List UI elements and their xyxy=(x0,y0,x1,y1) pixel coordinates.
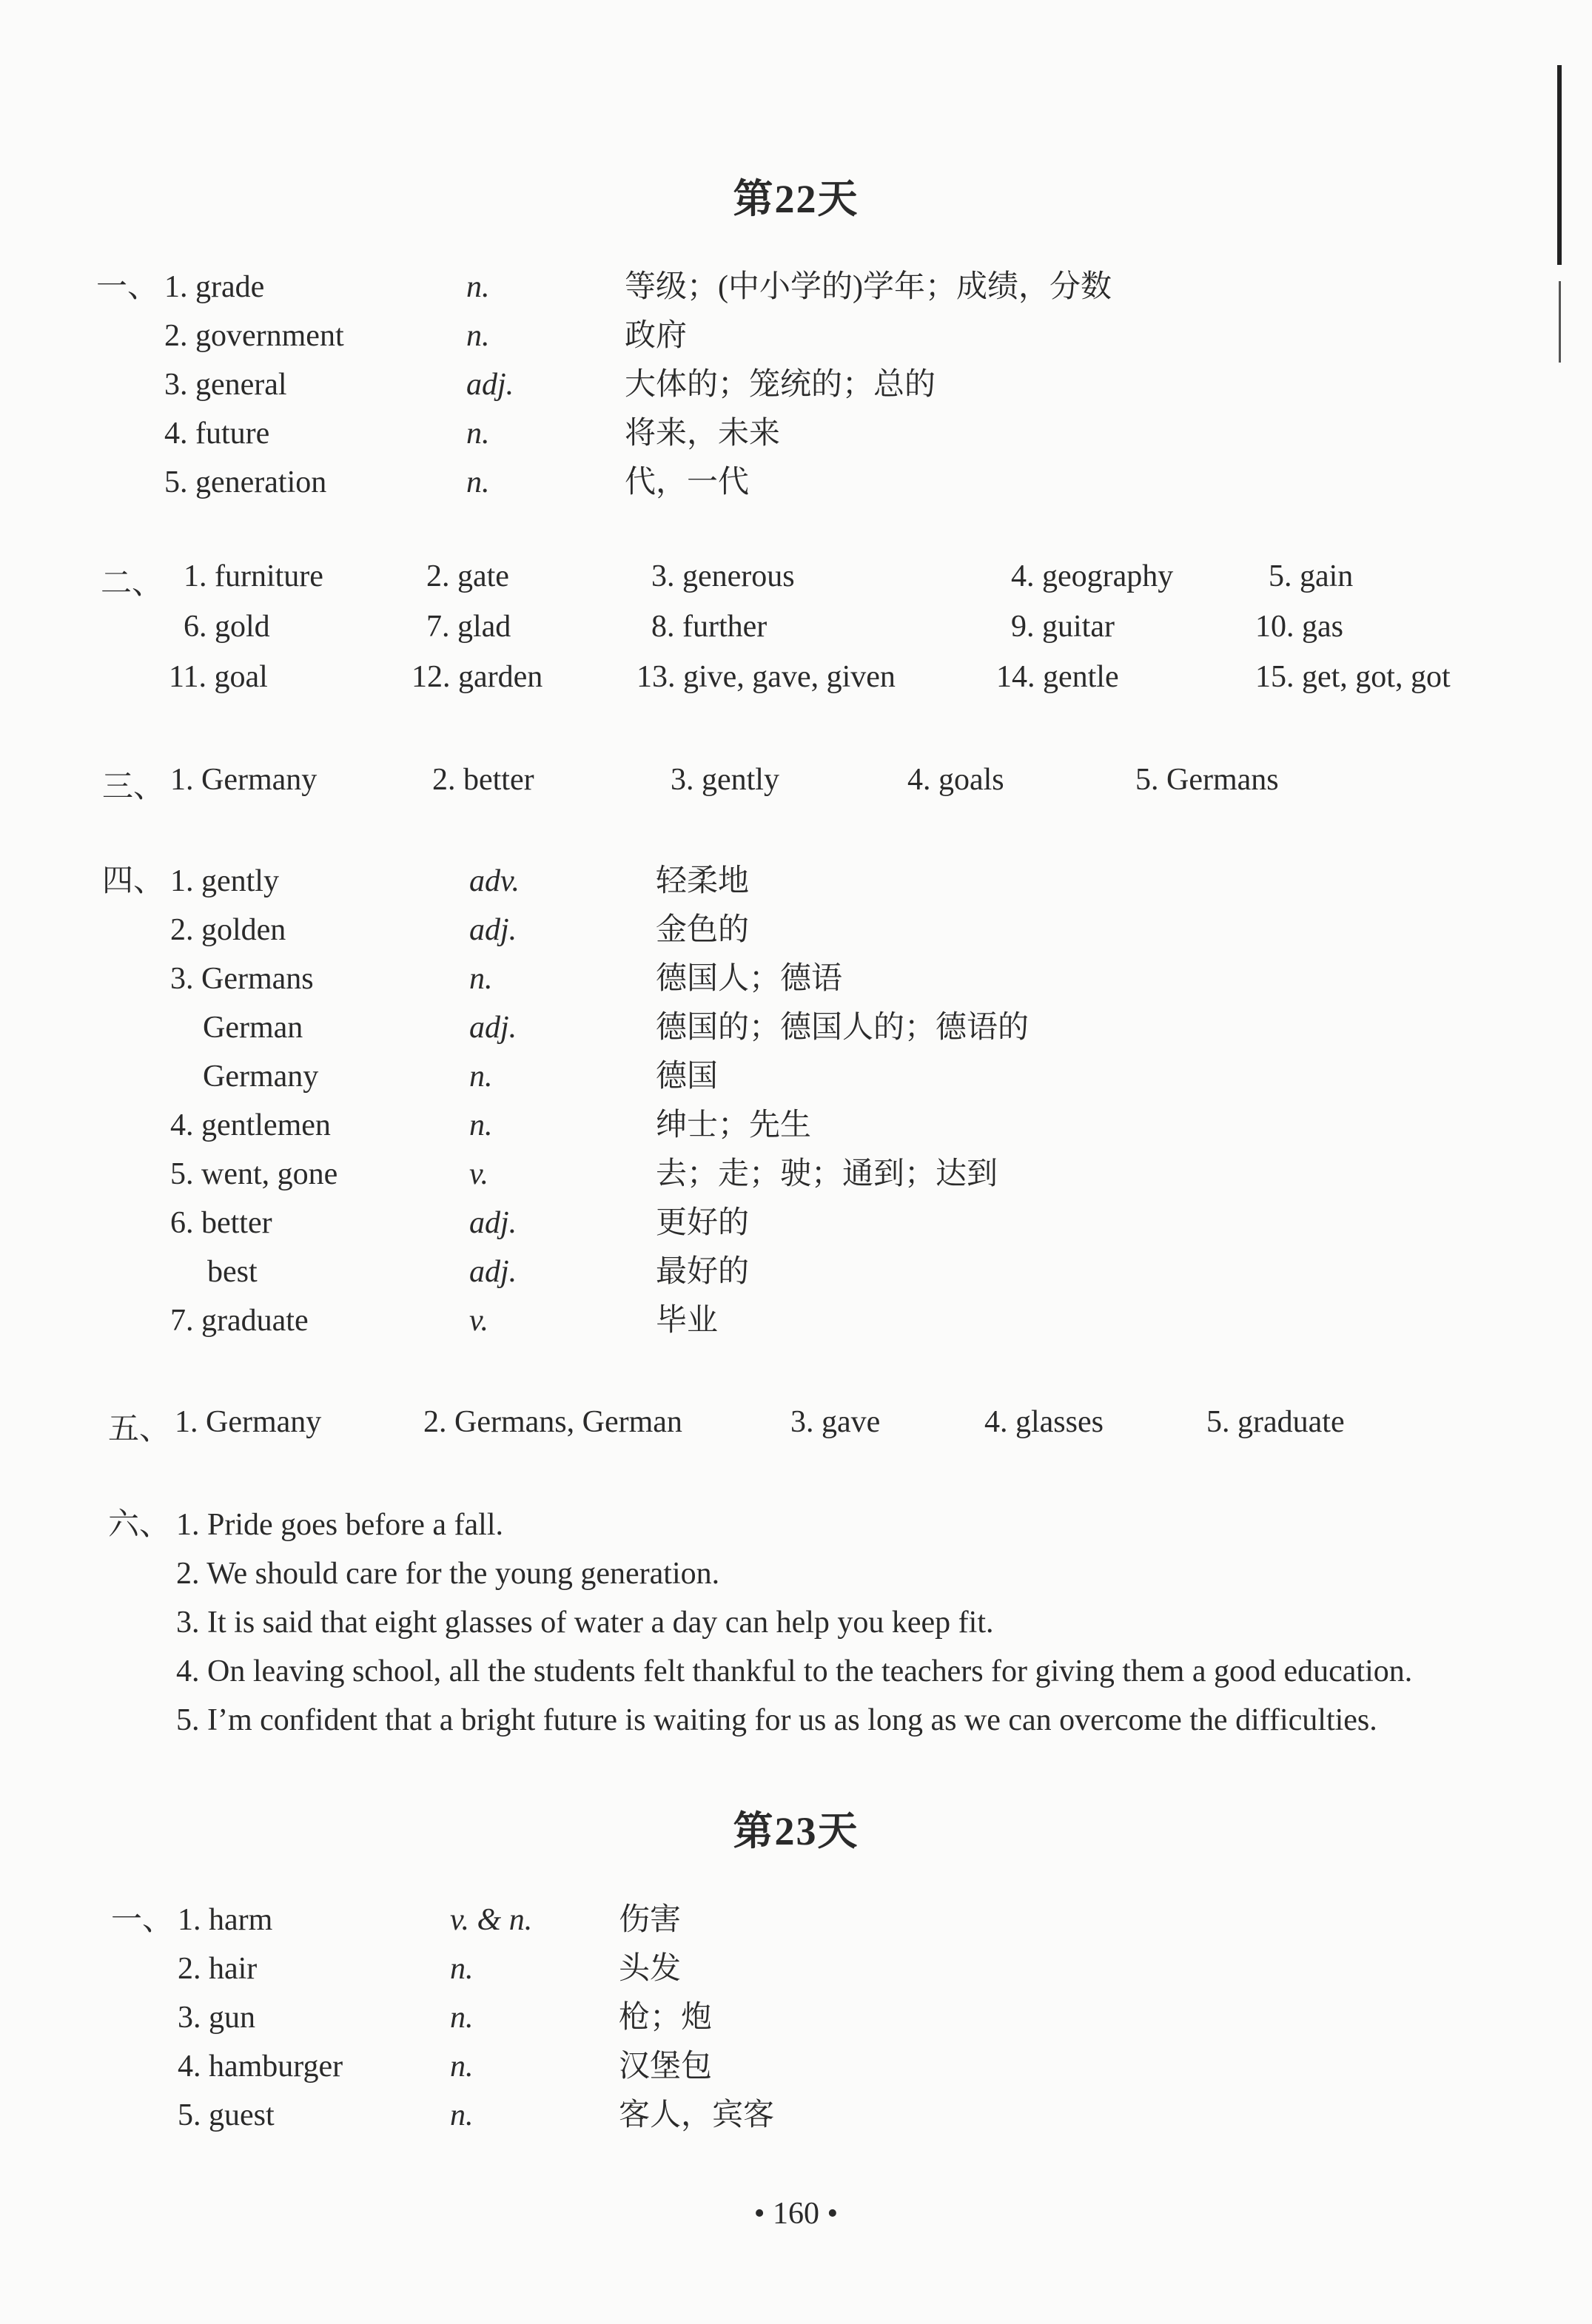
vocab-meaning: 德国的；德国人的；德语的 xyxy=(656,1011,1030,1045)
vocab-meaning: 德国 xyxy=(656,1060,719,1094)
vocab-pos: adj. xyxy=(469,1206,517,1240)
answer-item: 2. gate xyxy=(426,559,509,593)
vocab-word: 3. Germans xyxy=(170,962,314,996)
day23-section1 xyxy=(111,1896,1295,2140)
vocab-row xyxy=(111,2091,1295,2140)
answer-item: 14. gentle xyxy=(996,660,1119,694)
vocab-meaning: 枪；炮 xyxy=(619,2001,713,2035)
vocab-meaning: 政府 xyxy=(625,319,688,353)
sentence-row xyxy=(108,1501,1514,1549)
vocab-row xyxy=(102,1199,1286,1247)
vocab-meaning: 伤害 xyxy=(619,1903,682,1937)
vocab-word: 2. government xyxy=(164,319,344,353)
vocab-meaning: 金色的 xyxy=(656,913,750,947)
vocab-meaning: 将来，未来 xyxy=(625,417,781,451)
answer-item: 5. gain xyxy=(1269,559,1354,593)
vocab-meaning: 绅士；先生 xyxy=(656,1108,812,1142)
vocab-meaning: 毕业 xyxy=(656,1304,719,1338)
vocab-row xyxy=(96,458,1280,507)
vocab-row xyxy=(102,1052,1286,1101)
vocab-pos: n. xyxy=(466,465,490,499)
vocab-word: 1. harm xyxy=(178,1903,273,1937)
vocab-row xyxy=(102,1003,1286,1052)
vocab-meaning: 德国人；德语 xyxy=(656,962,843,996)
vocab-word: Germany xyxy=(203,1060,319,1094)
day22-title: 第22天 xyxy=(733,177,859,221)
vocab-word: 7. graduate xyxy=(170,1304,309,1338)
section-marker: 一、 xyxy=(96,270,159,304)
vocab-word: 1. grade xyxy=(164,270,265,304)
vocab-pos: v. xyxy=(469,1304,489,1338)
vocab-meaning: 最好的 xyxy=(656,1255,750,1289)
vocab-meaning: 轻柔地 xyxy=(656,864,750,898)
section-marker: 三、 xyxy=(102,770,165,804)
answer-item: 1. Germany xyxy=(170,763,318,797)
day22-section2 xyxy=(101,559,1507,714)
answer-item: 6. gold xyxy=(184,610,270,644)
vocab-meaning: 头发 xyxy=(619,1952,682,1986)
answer-item: 12. garden xyxy=(412,660,543,694)
section-marker: 五、 xyxy=(108,1412,171,1446)
vocab-row xyxy=(111,1944,1295,1993)
vocab-row xyxy=(96,360,1280,409)
vocab-pos: n. xyxy=(450,2098,474,2132)
vocab-pos: n. xyxy=(466,270,490,304)
answer-item: 4. goals xyxy=(907,763,1004,797)
vocab-pos: adj. xyxy=(469,1255,517,1289)
vocab-pos: adv. xyxy=(469,864,520,898)
vocab-word: 2. golden xyxy=(170,913,286,947)
vocab-meaning: 去；走；驶；通到；达到 xyxy=(656,1157,998,1191)
answer-item: 9. guitar xyxy=(1011,610,1115,644)
day22-section6 xyxy=(108,1501,1514,1745)
vocab-row xyxy=(111,1896,1295,1944)
vocab-row xyxy=(111,1993,1295,2042)
vocab-word: 4. future xyxy=(164,417,270,451)
vocab-row xyxy=(102,857,1286,906)
page-number: • 160 • xyxy=(753,2197,839,2231)
vocab-pos: n. xyxy=(469,962,493,996)
vocab-meaning: 大体的；笼统的；总的 xyxy=(625,368,936,402)
answer-item: 13. give, gave, given xyxy=(637,660,896,694)
day22-section4 xyxy=(102,857,1286,1345)
answer-item: 15. get, got, got xyxy=(1255,660,1451,694)
answer-item: 10. gas xyxy=(1255,610,1343,644)
scan-edge-mark xyxy=(1559,281,1561,363)
vocab-row xyxy=(96,311,1280,360)
vocab-row xyxy=(96,263,1280,311)
vocab-pos: adj. xyxy=(466,368,514,402)
vocab-row xyxy=(102,906,1286,954)
scan-edge-mark xyxy=(1557,65,1562,265)
answer-item: 4. glasses xyxy=(984,1405,1104,1439)
vocab-meaning: 客人，宾客 xyxy=(619,2098,775,2132)
vocab-row xyxy=(96,409,1280,458)
answer-item: 5. Germans xyxy=(1135,763,1279,797)
answer-item: 3. generous xyxy=(651,559,795,593)
section-marker: 六、 xyxy=(108,1508,171,1542)
sentence: 2. We should care for the young generation. xyxy=(176,1557,720,1591)
vocab-pos: n. xyxy=(469,1108,493,1142)
answer-item: 3. gave xyxy=(790,1405,881,1439)
vocab-row xyxy=(111,2042,1295,2091)
vocab-meaning: 更好的 xyxy=(656,1206,750,1240)
vocab-row xyxy=(102,1101,1286,1150)
vocab-pos: v. xyxy=(469,1157,489,1191)
sentence: 4. On leaving school, all the students felt thankful to the teachers for giving them a good education. xyxy=(176,1654,1413,1688)
answer-item: 2. Germans, German xyxy=(423,1405,682,1439)
vocab-word: 3. general xyxy=(164,368,287,402)
answer-item: 5. graduate xyxy=(1206,1405,1345,1439)
vocab-meaning: 代，一代 xyxy=(625,465,750,499)
day22-section1 xyxy=(96,263,1280,507)
sentence: 5. I’m confident that a bright future is waiting for us as long as we can overcome the difficulties. xyxy=(176,1703,1377,1737)
vocab-row xyxy=(102,1150,1286,1199)
vocab-pos: n. xyxy=(450,2050,474,2084)
section-marker: 四、 xyxy=(102,864,165,898)
answer-item: 11. goal xyxy=(169,660,268,694)
vocab-row xyxy=(102,954,1286,1003)
answer-item: 3. gently xyxy=(671,763,779,797)
vocab-row xyxy=(102,1296,1286,1345)
vocab-word: 4. gentlemen xyxy=(170,1108,331,1142)
vocab-pos: n. xyxy=(450,1952,474,1986)
day22-section5 xyxy=(108,1404,1514,1456)
answer-item: 2. better xyxy=(432,763,534,797)
vocab-pos: n. xyxy=(466,417,490,451)
vocab-row xyxy=(102,1247,1286,1296)
vocab-word: 5. generation xyxy=(164,465,327,499)
vocab-pos: v. & n. xyxy=(450,1903,533,1937)
answer-item: 8. further xyxy=(651,610,768,644)
vocab-word: German xyxy=(203,1011,303,1045)
section-marker: 一、 xyxy=(111,1903,174,1937)
answer-item: 1. Germany xyxy=(175,1405,322,1439)
sentence: 1. Pride goes before a fall. xyxy=(176,1508,504,1542)
vocab-word: 4. hamburger xyxy=(178,2050,343,2084)
vocab-meaning: 等级；(中小学的)学年；成绩，分数 xyxy=(625,270,1112,304)
vocab-word: 3. gun xyxy=(178,2001,255,2035)
vocab-word: 2. hair xyxy=(178,1952,258,1986)
section-marker: 二、 xyxy=(101,567,164,601)
vocab-word: best xyxy=(207,1255,258,1289)
day22-section3 xyxy=(102,762,1508,814)
vocab-word: 5. guest xyxy=(178,2098,275,2132)
vocab-pos: n. xyxy=(466,319,490,353)
day23-title: 第23天 xyxy=(733,1809,859,1853)
vocab-pos: n. xyxy=(469,1060,493,1094)
answer-item: 4. geography xyxy=(1011,559,1174,593)
answer-item: 1. furniture xyxy=(184,559,323,593)
answer-item: 7. glad xyxy=(426,610,511,644)
vocab-word: 1. gently xyxy=(170,864,279,898)
vocab-word: 6. better xyxy=(170,1206,272,1240)
vocab-pos: n. xyxy=(450,2001,474,2035)
vocab-meaning: 汉堡包 xyxy=(619,2050,713,2084)
vocab-pos: adj. xyxy=(469,913,517,947)
vocab-word: 5. went, gone xyxy=(170,1157,338,1191)
sentence: 3. It is said that eight glasses of water a day can help you keep fit. xyxy=(176,1606,994,1640)
vocab-pos: adj. xyxy=(469,1011,517,1045)
